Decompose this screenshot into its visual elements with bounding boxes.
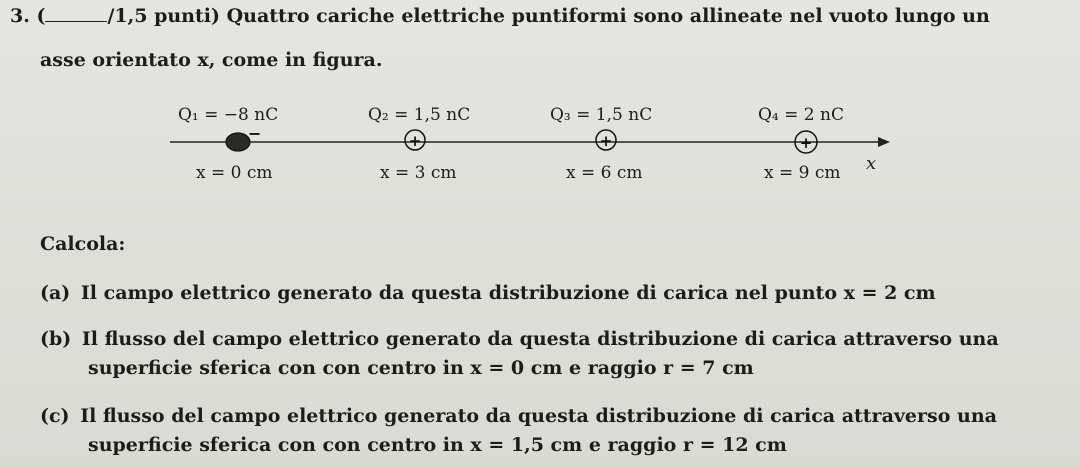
charge-q1-position-label: x = 0 cm: [196, 163, 273, 183]
charge-q1-value-label: Q₁ = −8 nC: [178, 105, 279, 125]
charge-q2-value-label: Q₂ = 1,5 nC: [368, 105, 471, 125]
exercise-number: 3.: [10, 5, 30, 27]
points-blank: [45, 5, 107, 22]
charge-q4-value-label: Q₄ = 2 nC: [758, 105, 844, 125]
exercise-points: /1,5 punti): [107, 5, 220, 27]
charge-q1-circle: [226, 133, 250, 151]
question-c-label: (c): [40, 405, 70, 427]
question-a-line1: Il campo elettrico generato da questa distribuzione di carica nel punto x = 2 cm: [80, 282, 936, 304]
question-b-line2: superficie sferica con con centro in x = 0 cm e raggio r = 7 cm: [88, 357, 754, 379]
question-a-label: (a): [40, 282, 71, 304]
question-c-line1: Il flusso del campo elettrico generato da questa distribuzione di carica attraverso una: [80, 405, 997, 427]
statement-line1: Quattro cariche elettriche puntiformi sono allineate nel vuoto lungo un: [226, 5, 990, 27]
charge-q3-value-label: Q₃ = 1,5 nC: [550, 105, 653, 125]
exercise-open-paren: (: [36, 5, 46, 27]
statement-line2: asse orientato x, come in figura.: [40, 49, 383, 71]
charge-q1-sign: −: [248, 124, 262, 143]
questions-heading: Calcola:: [40, 233, 126, 255]
charge-q4-position-label: x = 9 cm: [764, 163, 841, 183]
question-c: [40, 404, 997, 428]
x-axis-label: x: [866, 153, 877, 174]
charge-q2-position-label: x = 3 cm: [380, 163, 457, 183]
question-c-line2: superficie sferica con con centro in x = 1,5 cm e raggio r = 12 cm: [88, 434, 787, 456]
charge-q3-position-label: x = 6 cm: [566, 163, 643, 183]
question-b: [40, 327, 999, 351]
question-b-label: (b): [40, 328, 72, 350]
exercise-header-line1: [10, 4, 990, 28]
question-b-line1: Il flusso del campo elettrico generato da questa distribuzione di carica attraverso una: [81, 328, 999, 350]
question-a: [40, 281, 936, 305]
charge-figure: [160, 95, 900, 195]
charge-q3-sign: +: [599, 132, 613, 150]
charge-q2-sign: +: [408, 132, 422, 150]
x-axis-arrowhead: [878, 137, 890, 147]
charge-q4-sign: +: [799, 134, 813, 152]
